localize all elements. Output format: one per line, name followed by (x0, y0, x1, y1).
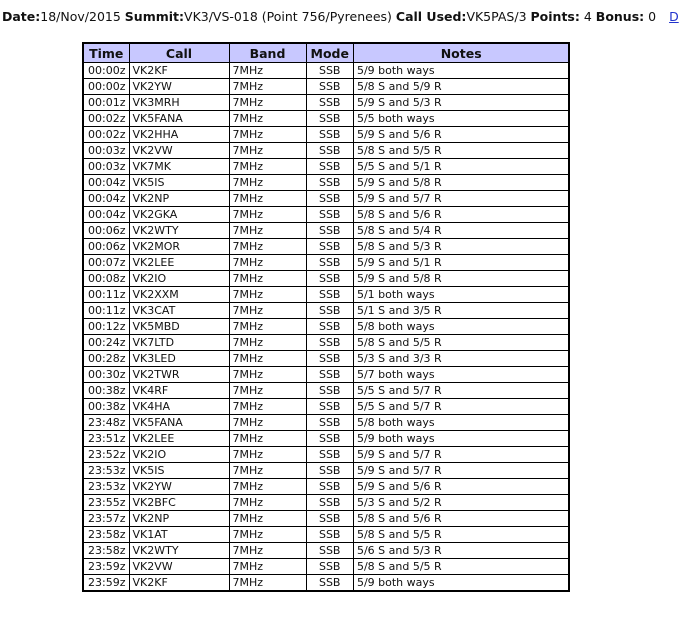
cell-call: VK7MK (129, 159, 229, 175)
cell-call: VK2VW (129, 559, 229, 575)
cell-notes: 5/8 S and 5/3 R (353, 239, 569, 255)
cell-mode: SSB (306, 575, 353, 592)
cell-notes: 5/5 S and 5/7 R (353, 383, 569, 399)
cell-call: VK2KF (129, 63, 229, 79)
summit-value: VK3/VS-018 (Point 756/Pyrenees) (184, 9, 392, 24)
cell-call: VK2KF (129, 575, 229, 592)
cell-time: 00:38z (83, 399, 129, 415)
cell-time: 00:06z (83, 239, 129, 255)
cell-notes: 5/9 both ways (353, 431, 569, 447)
table-row (83, 191, 569, 207)
cell-time: 00:11z (83, 303, 129, 319)
header-mode: Mode (306, 43, 353, 63)
cell-mode: SSB (306, 127, 353, 143)
cell-call: VK5FANA (129, 415, 229, 431)
bonus-value: 0 (648, 9, 657, 24)
cell-time: 00:00z (83, 79, 129, 95)
table-row (83, 463, 569, 479)
cell-time: 00:04z (83, 191, 129, 207)
cell-band: 7MHz (229, 111, 306, 127)
header-notes: Notes (353, 43, 569, 63)
cell-notes: 5/9 S and 5/3 R (353, 95, 569, 111)
cell-time: 00:08z (83, 271, 129, 287)
cell-call: VK2LEE (129, 431, 229, 447)
cell-band: 7MHz (229, 239, 306, 255)
cell-call: VK2MOR (129, 239, 229, 255)
table-row (83, 559, 569, 575)
cell-mode: SSB (306, 447, 353, 463)
cell-call: VK2WTY (129, 543, 229, 559)
cell-notes: 5/6 S and 5/3 R (353, 543, 569, 559)
cell-mode: SSB (306, 351, 353, 367)
table-row (83, 207, 569, 223)
cell-mode: SSB (306, 559, 353, 575)
cell-time: 00:02z (83, 127, 129, 143)
table-row (83, 447, 569, 463)
table-row (83, 495, 569, 511)
table-row (83, 239, 569, 255)
cell-time: 00:02z (83, 111, 129, 127)
cell-call: VK5IS (129, 463, 229, 479)
activation-summary (2, 9, 679, 25)
cell-notes: 5/1 both ways (353, 287, 569, 303)
cell-mode: SSB (306, 335, 353, 351)
cell-call: VK4HA (129, 399, 229, 415)
cell-mode: SSB (306, 255, 353, 271)
cell-time: 23:57z (83, 511, 129, 527)
cell-time: 00:00z (83, 63, 129, 79)
table-row (83, 303, 569, 319)
table-row (83, 255, 569, 271)
cell-mode: SSB (306, 303, 353, 319)
cell-time: 23:59z (83, 559, 129, 575)
cell-notes: 5/9 S and 5/6 R (353, 127, 569, 143)
cell-band: 7MHz (229, 63, 306, 79)
cell-notes: 5/8 both ways (353, 415, 569, 431)
cell-band: 7MHz (229, 175, 306, 191)
cell-notes: 5/8 S and 5/5 R (353, 527, 569, 543)
table-row (83, 143, 569, 159)
cell-mode: SSB (306, 159, 353, 175)
cell-mode: SSB (306, 415, 353, 431)
cell-mode: SSB (306, 367, 353, 383)
cell-time: 23:48z (83, 415, 129, 431)
cell-notes: 5/5 S and 5/7 R (353, 399, 569, 415)
cell-mode: SSB (306, 111, 353, 127)
cell-call: VK2IO (129, 447, 229, 463)
table-header-row (83, 43, 569, 63)
cell-band: 7MHz (229, 79, 306, 95)
cell-call: VK1AT (129, 527, 229, 543)
table-row (83, 95, 569, 111)
header-band: Band (229, 43, 306, 63)
cell-band: 7MHz (229, 351, 306, 367)
cell-time: 23:51z (83, 431, 129, 447)
cell-notes: 5/9 S and 5/8 R (353, 175, 569, 191)
cell-mode: SSB (306, 95, 353, 111)
cell-band: 7MHz (229, 127, 306, 143)
table-row (83, 351, 569, 367)
cell-call: VK2YW (129, 479, 229, 495)
cell-mode: SSB (306, 495, 353, 511)
cell-call: VK2XXM (129, 287, 229, 303)
cell-call: VK2LEE (129, 255, 229, 271)
summit-label: Summit: (124, 9, 185, 24)
cell-notes: 5/9 S and 5/8 R (353, 271, 569, 287)
cell-band: 7MHz (229, 495, 306, 511)
cell-call: VK2NP (129, 511, 229, 527)
table-row (83, 383, 569, 399)
cell-call: VK5MBD (129, 319, 229, 335)
cell-time: 00:38z (83, 383, 129, 399)
cell-band: 7MHz (229, 479, 306, 495)
table-row (83, 543, 569, 559)
cell-band: 7MHz (229, 159, 306, 175)
table-row (83, 319, 569, 335)
points-label: Points: (530, 9, 580, 24)
cell-call: VK3MRH (129, 95, 229, 111)
points-value: 4 (583, 9, 592, 24)
cell-call: VK2NP (129, 191, 229, 207)
cell-time: 23:55z (83, 495, 129, 511)
table-row (83, 271, 569, 287)
qso-log-body (83, 63, 569, 592)
cell-band: 7MHz (229, 143, 306, 159)
cell-call: VK2BFC (129, 495, 229, 511)
cell-notes: 5/8 both ways (353, 319, 569, 335)
cell-call: VK2HHA (129, 127, 229, 143)
cell-band: 7MHz (229, 431, 306, 447)
table-row (83, 159, 569, 175)
cell-mode: SSB (306, 223, 353, 239)
qso-log-table (82, 42, 570, 592)
cell-band: 7MHz (229, 511, 306, 527)
cell-mode: SSB (306, 399, 353, 415)
table-row (83, 367, 569, 383)
cell-notes: 5/8 S and 5/6 R (353, 207, 569, 223)
cell-notes: 5/8 S and 5/5 R (353, 143, 569, 159)
cell-band: 7MHz (229, 399, 306, 415)
cell-time: 00:01z (83, 95, 129, 111)
cell-time: 23:58z (83, 543, 129, 559)
cell-mode: SSB (306, 207, 353, 223)
cell-band: 7MHz (229, 319, 306, 335)
cell-mode: SSB (306, 63, 353, 79)
cell-band: 7MHz (229, 447, 306, 463)
cell-mode: SSB (306, 271, 353, 287)
cell-time: 00:03z (83, 159, 129, 175)
date-label: Date: (2, 9, 41, 24)
cell-notes: 5/9 both ways (353, 63, 569, 79)
cell-band: 7MHz (229, 95, 306, 111)
cell-time: 00:07z (83, 255, 129, 271)
cell-notes: 5/9 S and 5/7 R (353, 463, 569, 479)
cell-band: 7MHz (229, 287, 306, 303)
cell-band: 7MHz (229, 303, 306, 319)
table-row (83, 335, 569, 351)
cell-time: 00:06z (83, 223, 129, 239)
cell-notes: 5/9 S and 5/7 R (353, 191, 569, 207)
table-row (83, 479, 569, 495)
cell-band: 7MHz (229, 527, 306, 543)
table-row (83, 79, 569, 95)
cell-call: VK7LTD (129, 335, 229, 351)
cell-notes: 5/3 S and 5/2 R (353, 495, 569, 511)
cell-time: 00:30z (83, 367, 129, 383)
cell-band: 7MHz (229, 543, 306, 559)
cell-mode: SSB (306, 319, 353, 335)
table-row (83, 399, 569, 415)
cell-mode: SSB (306, 543, 353, 559)
cell-call: VK2TWR (129, 367, 229, 383)
cell-time: 23:53z (83, 463, 129, 479)
cell-call: VK2VW (129, 143, 229, 159)
cell-band: 7MHz (229, 223, 306, 239)
cell-time: 00:04z (83, 207, 129, 223)
cell-mode: SSB (306, 479, 353, 495)
cell-notes: 5/5 both ways (353, 111, 569, 127)
cell-notes: 5/3 S and 3/3 R (353, 351, 569, 367)
cell-mode: SSB (306, 383, 353, 399)
bonus-label: Bonus: (595, 9, 645, 24)
cell-band: 7MHz (229, 575, 306, 592)
table-row (83, 223, 569, 239)
cell-time: 23:52z (83, 447, 129, 463)
table-row (83, 111, 569, 127)
cell-time: 00:24z (83, 335, 129, 351)
cell-notes: 5/8 S and 5/5 R (353, 335, 569, 351)
cell-notes: 5/9 S and 5/6 R (353, 479, 569, 495)
cell-mode: SSB (306, 527, 353, 543)
cell-call: VK2IO (129, 271, 229, 287)
cell-mode: SSB (306, 191, 353, 207)
cell-mode: SSB (306, 463, 353, 479)
table-row (83, 287, 569, 303)
cell-notes: 5/9 S and 5/7 R (353, 447, 569, 463)
cell-notes: 5/5 S and 5/1 R (353, 159, 569, 175)
cell-call: VK3CAT (129, 303, 229, 319)
header-time: Time (83, 43, 129, 63)
cell-time: 00:11z (83, 287, 129, 303)
cell-notes: 5/7 both ways (353, 367, 569, 383)
cell-notes: 5/8 S and 5/5 R (353, 559, 569, 575)
cell-mode: SSB (306, 511, 353, 527)
cell-call: VK4RF (129, 383, 229, 399)
cell-call: VK2YW (129, 79, 229, 95)
table-row (83, 415, 569, 431)
details-link[interactable]: D (669, 9, 679, 24)
cell-band: 7MHz (229, 367, 306, 383)
cell-mode: SSB (306, 143, 353, 159)
cell-time: 23:58z (83, 527, 129, 543)
table-row (83, 431, 569, 447)
cell-band: 7MHz (229, 207, 306, 223)
table-row (83, 527, 569, 543)
cell-call: VK5FANA (129, 111, 229, 127)
date-value: 18/Nov/2015 (40, 9, 121, 24)
header-call: Call (129, 43, 229, 63)
cell-call: VK5IS (129, 175, 229, 191)
cell-call: VK2GKA (129, 207, 229, 223)
cell-notes: 5/8 S and 5/6 R (353, 511, 569, 527)
cell-call: VK2WTY (129, 223, 229, 239)
cell-notes: 5/9 both ways (353, 575, 569, 592)
table-row (83, 511, 569, 527)
cell-notes: 5/1 S and 3/5 R (353, 303, 569, 319)
cell-time: 00:12z (83, 319, 129, 335)
cell-band: 7MHz (229, 463, 306, 479)
cell-mode: SSB (306, 239, 353, 255)
cell-notes: 5/9 S and 5/1 R (353, 255, 569, 271)
table-row (83, 175, 569, 191)
cell-time: 00:28z (83, 351, 129, 367)
table-row (83, 63, 569, 79)
cell-band: 7MHz (229, 415, 306, 431)
cell-time: 23:53z (83, 479, 129, 495)
cell-band: 7MHz (229, 383, 306, 399)
cell-notes: 5/8 S and 5/9 R (353, 79, 569, 95)
cell-band: 7MHz (229, 559, 306, 575)
cell-mode: SSB (306, 79, 353, 95)
cell-band: 7MHz (229, 255, 306, 271)
cell-time: 00:04z (83, 175, 129, 191)
cell-call: VK3LED (129, 351, 229, 367)
cell-band: 7MHz (229, 335, 306, 351)
cell-notes: 5/8 S and 5/4 R (353, 223, 569, 239)
call-used-value: VK5PAS/3 (466, 9, 527, 24)
cell-mode: SSB (306, 431, 353, 447)
cell-time: 23:59z (83, 575, 129, 592)
call-used-label: Call Used: (395, 9, 467, 24)
table-row (83, 575, 569, 592)
table-row (83, 127, 569, 143)
cell-band: 7MHz (229, 271, 306, 287)
cell-mode: SSB (306, 287, 353, 303)
cell-time: 00:03z (83, 143, 129, 159)
cell-band: 7MHz (229, 191, 306, 207)
cell-mode: SSB (306, 175, 353, 191)
